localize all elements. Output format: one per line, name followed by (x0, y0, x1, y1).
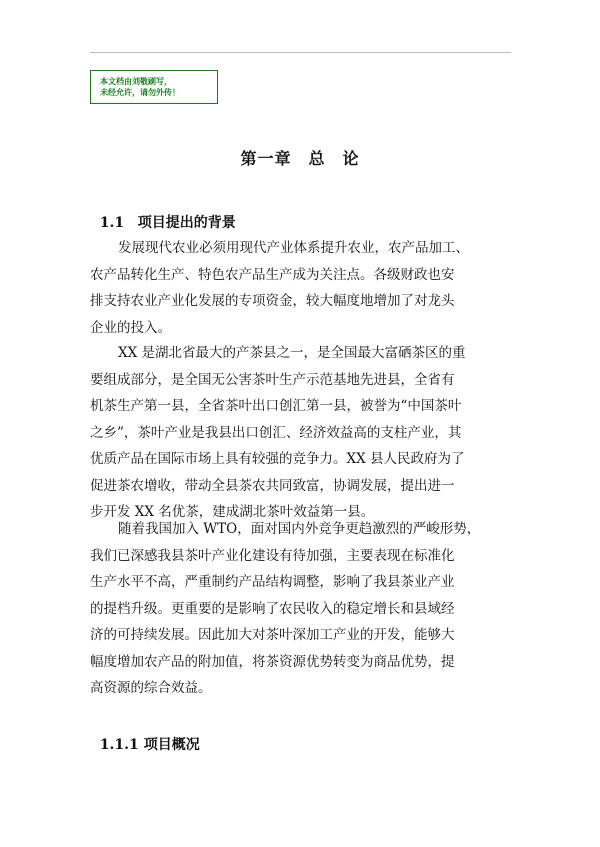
section-heading-1-1-1 (90, 718, 200, 754)
paragraph-line: 优质产品在国际市场上具有较强的竞争力。XX 县人民政府为了 (90, 451, 465, 467)
section-heading-1-1 (90, 196, 236, 232)
page-header-rule (90, 52, 511, 53)
paragraph-line: 发展现代农业必须用现代产业体系提升农业，农产品加工、 (118, 240, 469, 256)
paragraph-line: XX 是湖北省最大的产茶县之一，是全国最大富硒茶区的重 (118, 345, 466, 361)
section-title: 项目概况 (143, 737, 200, 753)
stamp-line-2: 未经允许，请勿外传！ (100, 88, 180, 97)
paragraph-line: 的提档升级。更重要的是影响了农民收入的稳定增长和县域经 (90, 600, 455, 617)
paragraph-line: 排支持农业产业化发展的专项资金，较大幅度地增加了对龙头 (90, 293, 455, 309)
paragraph-line: 济的可持续发展。因此加大对茶叶深加工产业的开发，能够大 (90, 627, 455, 643)
paragraph-line: 幅度增加农产品的附加值，将茶资源优势转变为商品优势，提 (90, 653, 455, 670)
paragraph-line: 生产水平不高，严重制约产品结构调整，影响了我县茶业产业 (90, 574, 455, 590)
section-number: 1.1.1 (99, 737, 139, 753)
paragraph-2 (90, 340, 510, 526)
paragraph-line: 农产品转化生产、特色农产品生产成为关注点。各级财政也安 (90, 266, 455, 283)
paragraph-3 (90, 516, 510, 702)
stamp-line-1: 本文档由刘敬刷写， (100, 77, 172, 86)
chapter-title: 第一章 总 论 (240, 149, 360, 168)
paragraph-line: 机茶生产第一县，全省茶叶出口创汇第一县，被誉为“中国茶叶 (90, 398, 462, 414)
paragraph-line: 促进茶农增收，带动全县茶农共同致富，协调发展，提出进一 (90, 477, 455, 494)
paragraph-line: 高资源的综合效益。 (90, 680, 212, 696)
paragraph-line: 之乡”，茶叶产业是我县出口创汇、经济效益高的支柱产业，其 (90, 424, 462, 441)
section-title: 项目提出的背景 (137, 215, 236, 231)
paragraph-line: 随着我国加入 WTO，面对国内外竞争更趋激烈的严峻形势， (118, 521, 481, 537)
paragraph-line: 我们已深感我县茶叶产业化建设有待加强，主要表现在标准化 (90, 547, 455, 564)
paragraph-1 (90, 235, 510, 341)
paragraph-line: 企业的投入。 (90, 319, 171, 336)
watermark-stamp-box (90, 70, 218, 104)
section-number: 1.1 (99, 215, 125, 231)
paragraph-line: 要组成部分，是全国无公害茶叶生产示范基地先进县，全省有 (90, 371, 455, 388)
paragraph-line: 步开发 XX 名优茶，建成湖北茶叶效益第一县。 (90, 504, 375, 520)
